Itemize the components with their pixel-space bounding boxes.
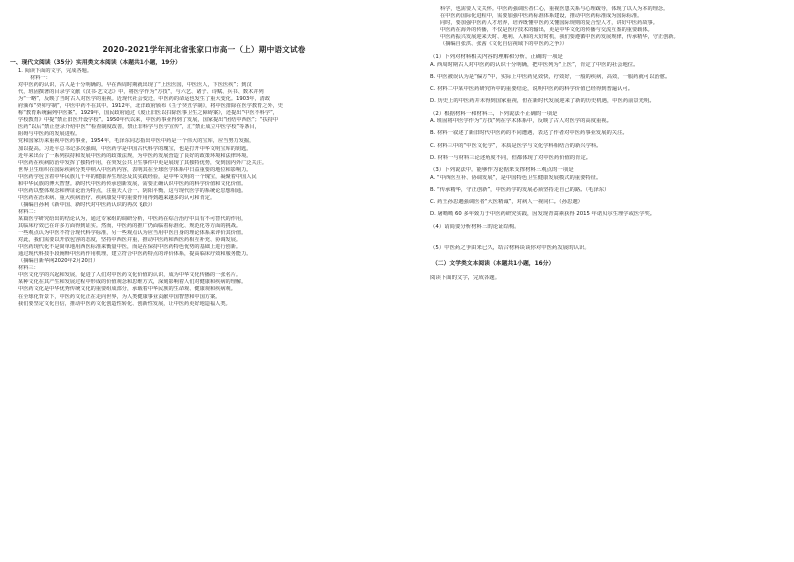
right-passage (430, 6, 786, 48)
passage-line: 对此，我们需要以开放包容的态度，坚持中西医并重，推动中医药和西医药相互补充、协调发展。 (18, 237, 242, 244)
passage-line: 中医药在治未病、重大疾病治疗、疾病康复中的重要作用得到越来越多的认可和肯定。 (18, 194, 216, 201)
right-column (430, 0, 786, 562)
passage-line: 中医药振兴发展迎来天时、地利、人和的大好时机，我们要遵循中医药发展规律，传承精华，守正创新。 (440, 34, 679, 41)
answer-option: C. 材料三中的“中医文化学”，本质是医学与文化学科相结合的新兴学科。 (430, 142, 602, 149)
answer-option: C. 药王孙思邈强调医者“大医精诚”，对病人一视同仁。（孙思邈） (430, 199, 583, 206)
passage-line: 通过现代科技手段阐释中医药作用机理，建立符合中医药特点的评价体系，提高临床疗效和服务能力。 (18, 251, 252, 258)
material-one-label: 材料一： (30, 75, 51, 82)
passage-line: 和中华民族的博大智慧。新时代中医药传承创新发展，需要正确认识中医药的科学价值和文化价值。 (18, 180, 247, 187)
answer-option: A. 班固将中医学作为“方技”列在学术体系中，反映了古人对医学的高度重视。 (430, 118, 612, 125)
answer-option: B. 材料一叙述了新旧时代中医药的不同遭遇，表达了作者对中医药事业发展的关注。 (430, 130, 628, 137)
question-1-2: （2）根据材料一和材料三，下列说法不正确的一项是 (430, 110, 558, 117)
passage-line: （摘编自孙利《新中国、新时代对中医药认识的再次飞跃》） (18, 201, 156, 208)
passage-line: 府颁布“癸卯学制”，中医中药不在其中。1912年，北洋政府颁布《壬子癸丑学制》，将中医排除在医学教育之外，史 (18, 103, 283, 110)
answer-option: A. 西周时期古人对中医药的认识十分明确，把中医列为“上医”，肯定了中医的社会地位。 (430, 61, 639, 68)
passage-line: 科学，也需要人文关怀。中医药强调医者仁心，重视医患关系与心理疏导，体现了以人为本的理念。 (440, 6, 669, 12)
question-1-1: （1）下列对材料相关内容的理解和分析，正确的一项是 (430, 54, 563, 61)
passage-line: 在中医药国际化进程中，需要加强中医药标准体系建设，推动中医药标准成为国际标准。 (440, 13, 643, 20)
section-two-heading: （二）文学类文本阅读（本题共1小题，16分） (432, 261, 555, 268)
answer-option: D. 材料一与材料三论述角度不同，但都体现了对中医药价值的肯定。 (430, 154, 592, 161)
passage-line: 为“一略”，反映了当时古人对医学的重视。近现代社会变迁，中医药的命运也发生了重大变化。1903年，清政 (18, 96, 271, 103)
answer-option: A. “中西医互补、协调发展”，是中国特色卫生健康发展模式的重要特征。 (430, 174, 602, 181)
answer-option: B. 中医被误认为是“偏方”中，实际上中医药见效快，疗效好，一般的疾病，高效，一服药就可以治愈。 (430, 73, 671, 80)
passage-line: 材料三： (18, 265, 39, 272)
passage-line: 其临床疗效已在许多方面得到证实。然而，中医药的推广仍面临着标准化、规范化等方面的挑战。 (18, 223, 242, 230)
passage-line: 中医药在疾病防治中发挥了独特作用，在突发公共卫生事件中更是展现了其独特优势，受到国内外广泛关注。 (18, 159, 268, 166)
passage-line: （摘编自新华网2020年2月20日） (18, 258, 99, 265)
passage-line: 称“教育系统漏列中医案”。1929年，国民政府通过《废止旧医以扫除医事卫生之障碍案》，还提出“中医不科学”， (18, 110, 278, 117)
passage-line: 世界卫生组织在国际疾病分类中纳入中医药内容，表明其在全球医学体系中日益重要的地位和影响力。 (18, 166, 252, 173)
passage-line: 学校教育》中提“禁止旧医开设学校”。1950年代以来，中医药事业得到了发展，国家提出“团结中西医”；“扶持中 (18, 117, 279, 124)
passage-line: 中医药学包含着中华民族几千年的健康养生理念及其实践经验，是中华文明的一个瑰宝，凝聚着中国人民 (18, 173, 257, 180)
passage-line: 某种文化在其产生和发展过程中形成的价值观念和思维方式，深刻影响着人们对健康和疾病的理解。 (18, 279, 247, 286)
passage-line: 加以提高。习近平总书记多次强调，中医药学是中国古代科学的瑰宝，也是打开中华文明宝库的钥匙。 (18, 145, 252, 152)
passage-line: 中医文化学的兴起和发展，促进了人们对中医药文化价值的认识，成为中华文化传播的一张名片。 (18, 272, 242, 279)
passage-line: 中医药文化是中华优秀传统文化的重要组成部分，承载着中华民族的生命观、健康观和疾病观。 (18, 286, 236, 293)
passage-line: 中医药在海外的传播，不仅是医疗技术的输出，更是中华文化的传播与交流互鉴的重要载体。 (440, 27, 653, 34)
passage-line: 材料二： (18, 208, 39, 215)
question-intro: 1. 阅读下面的文字，完成各题。 (18, 68, 93, 74)
answer-option: D. 历史上的中医药并未得到国家重视，但在新时代发展迎来了新的历史机遇，中医药前景光明。 (430, 98, 655, 105)
exam-title: 2020-2021学年河北省张家口市高一（上）期中语文试卷 (102, 45, 306, 54)
question-1-5: （5）中医药之争由来已久，结合材料谈谈你对中医药发展的认识。 (430, 245, 590, 252)
question-1-3: （3）下列说法中，能够作为论据来支撑材料三观点的一项是 (430, 167, 574, 174)
passage-line: 同时，要加强中医药人才培养，培养既懂中医药又懂国际规则的复合型人才，讲好中医药故事。 (440, 20, 658, 27)
passage-line: 代，班固撰著的目录学文献《汉书·艺文志》中，将医学作为“方技”，与六艺、诸子、诗赋、兵书、数术并列 (18, 89, 264, 96)
passage-line: 党和国家历来重视中医药事业，1954年，毛泽东同志指出中医中药是一个伟大的宝库，应当努力发掘， (18, 138, 255, 145)
section-one-heading: 一、现代文阅读（35分）实用类文本阅读（本题共1小题，19分） (10, 60, 181, 66)
passage-line: 对中医药的认识，古人是十分明确的。早在西周时期就出现了“上医医国，中医医人，下医医疾”；到汉 (18, 82, 252, 89)
passage-line: 我们要坚定文化自信，推动中医药文化创造性转化、创新性发展，让中医药更好地造福人类。 (18, 300, 231, 307)
left-passage (8, 82, 400, 308)
answer-option: C. 材料二中某中医药研究所中的重要结论，说明中医药的科学价值已经得到普遍认可。 (430, 86, 634, 93)
answer-option: B. “传承精华，守正创新”，中医药学的发展必须坚持走自己的路。（毛泽东） (430, 186, 610, 193)
section-two-intro: 阅读下面的文字，完成各题。 (430, 275, 501, 282)
left-column (8, 0, 400, 562)
passage-line: 阻碍与中医药的发展进程。 (18, 131, 81, 138)
passage-line: 医药”以后“禁止登录介绍中医”“检查制度改善，禁止非科学与医学宣传”，汇“禁止成立中医学校”等条目， (18, 124, 260, 131)
passage-line: 近年来出台了一系列扶持和发展中医药的政策法规，为中医药发展营造了良好的政策环境和法律环境。 (18, 152, 252, 159)
passage-line: 中医药以整体观念和辨证论治为特点，注重天人合一、阴阳平衡，这与现代医学的系统论思想相通。 (18, 187, 247, 194)
passage-line: （摘编自张洪、张茜《文化自信视域下的中医药之争》） (440, 41, 568, 48)
passage-line: 中医药现代化不是简单地用西医标准来衡量中医，而是在保持中医药特色优势的基础上进行创新。 (18, 244, 242, 251)
answer-option: D. 屠呦呦 60 多年致力于中医药研究实践，因发现青蒿素获得 2015 年诺贝尔生理学或医学奖。 (430, 211, 656, 218)
passage-line: 在全球化背景下，中医药文化正在走向世界，为人类健康事业贡献中国智慧和中国方案。 (18, 293, 221, 300)
question-1-4: （4）请简要分析材料三的论证结构。 (430, 223, 520, 230)
passage-line: 某篇医学研究给出的结论认为，通过专家组的调研分析，中医药在综合治疗中具有不可替代的作用， (18, 215, 247, 222)
passage-line: 一些观点认为中医不符合现代科学标准，另一些观点认为应当用中医自身的理论体系来评价其价值。 (18, 230, 247, 237)
